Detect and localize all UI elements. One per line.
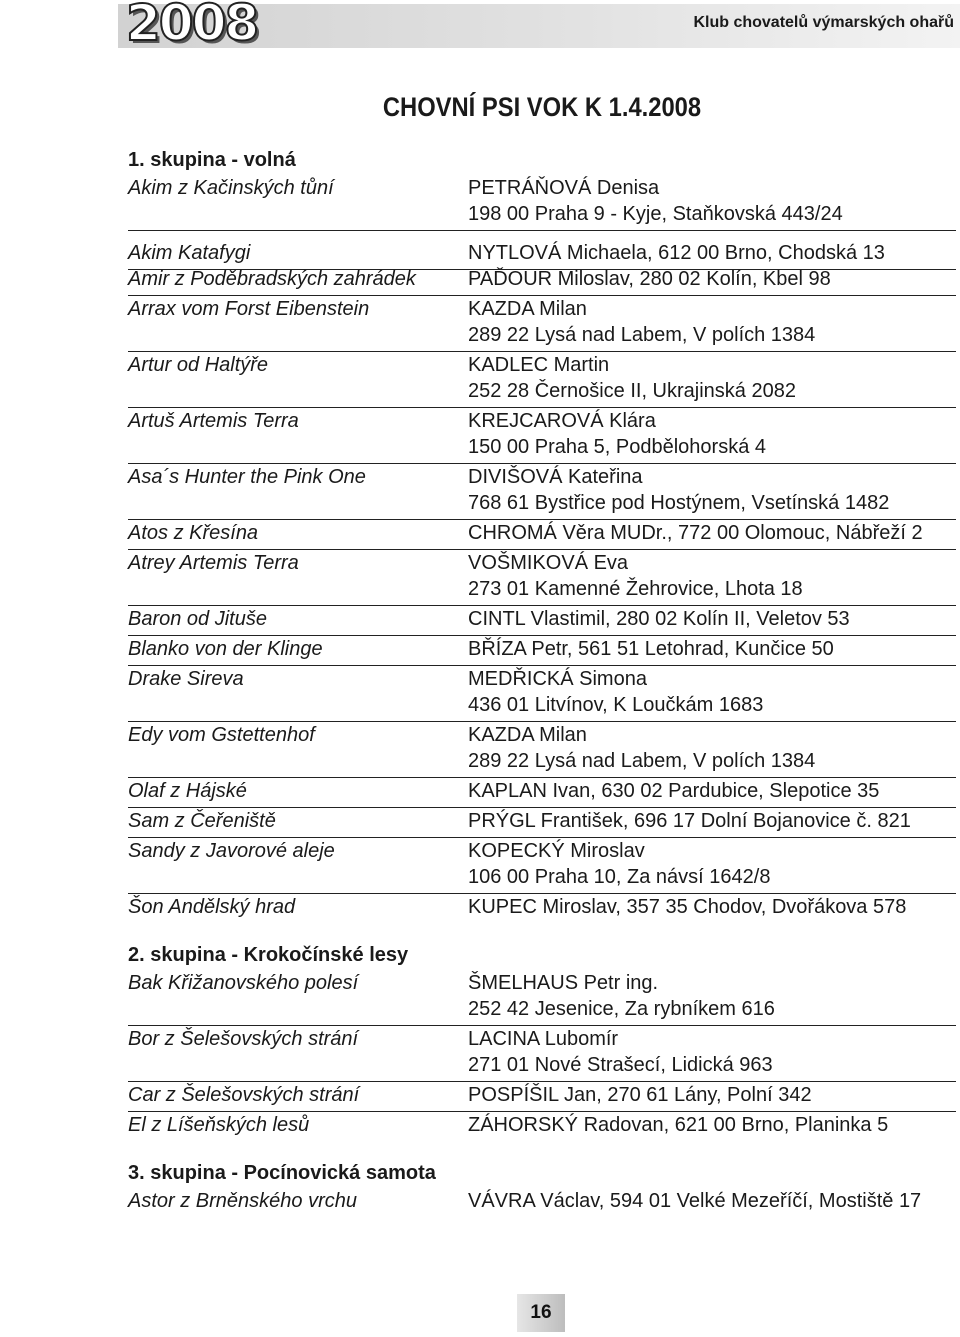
owner-name: ZÁHORSKÝ Radovan, 621 00 Brno, Planinka 5 [468,1114,889,1136]
owner-info [468,408,766,460]
owner-name: LACINA Lubomír [468,1028,619,1050]
owner-address: 768 61 Bystřice pod Hostýnem, Vsetínská 1482 [468,492,890,514]
owner-info [468,894,906,920]
dog-name: Astor z Brněnského vrchu [128,1190,357,1212]
dog-name: Atrey Artemis Terra [128,552,299,574]
owner-name: KAZDA Milan [468,724,587,746]
owner-info [468,1026,773,1078]
owner-name: KAZDA Milan [468,298,587,320]
owner-address: 252 42 Jesenice, Za rybníkem 616 [468,998,775,1020]
owner-name: BŘÍZA Petr, 561 51 Letohrad, Kunčice 50 [468,638,834,660]
dog-entry [128,778,956,808]
dog-name: El z Líšeňských lesů [128,1114,310,1136]
owner-address: 273 01 Kamenné Žehrovice, Lhota 18 [468,578,803,600]
dog-entry [128,1026,956,1082]
owner-info [468,666,763,718]
dog-name: Baron od Jituše [128,608,267,630]
owner-info [468,606,850,632]
dog-entry [128,175,956,231]
owner-info [468,1112,888,1138]
dog-name: Edy vom Gstettenhof [128,724,315,746]
owner-name: PRÝGL František, 696 17 Dolní Bojanovice č. 821 [468,810,911,832]
owner-info [468,970,775,1022]
group-heading: 2. skupina - Krokočínské lesy [128,944,409,966]
owner-info [468,240,885,266]
owner-name: KOPECKÝ Miroslav [468,840,645,862]
dog-name: Arrax vom Forst Eibenstein [128,298,370,320]
owner-info [468,175,843,227]
owner-info [468,838,770,890]
dog-entry [128,636,956,666]
dog-entry [128,666,956,722]
owner-info [468,778,879,804]
owner-info [468,722,815,774]
owner-name: VÁVRA Václav, 594 01 Velké Mezeříčí, Mostiště 17 [468,1190,922,1212]
dog-entry [128,1082,956,1112]
owner-name: KADLEC Martin [468,354,610,376]
dog-entry [128,1112,956,1141]
dog-entry [128,464,956,520]
owner-name: DIVIŠOVÁ Kateřina [468,466,643,488]
owner-info [468,520,923,546]
dog-name: Bak Křižanovského polesí [128,972,359,994]
dog-name: Atos z Křesína [128,522,259,544]
owner-name: KAPLAN Ivan, 630 02 Pardubice, Slepotice 35 [468,780,880,802]
dog-entry [128,722,956,778]
owner-address: 150 00 Praha 5, Podbělohorská 4 [468,436,766,458]
dog-name: Sandy z Javorové aleje [128,840,335,862]
owner-address: 252 28 Černošice II, Ukrajinská 2082 [468,380,796,402]
dog-entry [128,808,956,838]
dog-entry [128,606,956,636]
owner-info [468,464,889,516]
dog-name: Artur od Haltýře [128,354,269,376]
owner-name: VOŠMIKOVÁ Eva [468,552,629,574]
page-number: 16 [530,1302,552,1323]
owner-info [468,352,796,404]
club-name: Klub chovatelů výmarských ohařů [693,14,954,31]
owner-name: CINTL Vlastimil, 280 02 Kolín II, Veletov 53 [468,608,850,630]
dog-entry [128,1188,956,1217]
page-title: CHOVNÍ PSI VOK K 1.4.2008 [382,92,702,122]
dog-entry [128,352,956,408]
owner-info [468,808,911,834]
dog-name: Olaf z Hájské [128,780,247,802]
owner-name: CHROMÁ Věra MUDr., 772 00 Olomouc, Nábřeží 2 [468,522,923,544]
dog-entry [128,520,956,550]
dog-name: Akim Katafygi [128,242,251,264]
year-title: 2008 [126,0,258,52]
owner-name: PAĎOUR Miloslav, 280 02 Kolín, Kbel 98 [468,268,831,290]
dog-name: Drake Sireva [128,668,244,690]
owner-name: NYTLOVÁ Michaela, 612 00 Brno, Chodská 13 [468,242,885,264]
dog-entry [128,408,956,464]
owner-info [468,296,815,348]
owner-info [468,636,834,662]
dog-name: Amir z Poděbradských zahrádek [128,268,416,290]
owner-info [468,1082,812,1108]
owner-name: POSPÍŠIL Jan, 270 61 Lány, Polní 342 [468,1084,812,1106]
dog-name: Bor z Šelešovských strání [128,1028,359,1050]
owner-address: 271 01 Nové Strašecí, Lidická 963 [468,1054,773,1076]
dog-name: Sam z Čeřeniště [128,810,276,832]
owner-address: 289 22 Lysá nad Labem, V polích 1384 [468,750,816,772]
owner-address: 106 00 Praha 10, Za návsí 1642/8 [468,866,771,888]
dog-name: Šon Andělský hrad [128,896,296,918]
dog-entry [128,550,956,606]
owner-address: 198 00 Praha 9 - Kyje, Staňkovská 443/24 [468,203,843,225]
owner-address: 436 01 Litvínov, K Loučkám 1683 [468,694,764,716]
owner-name: PETRÁŇOVÁ Denisa [468,177,660,199]
dog-entry [128,894,956,923]
group-heading: 1. skupina - volná [128,149,296,171]
dog-name: Akim z Kačinských tůní [128,177,334,199]
owner-name: MEDŘICKÁ Simona [468,668,647,690]
dog-name: Asa´s Hunter the Pink One [128,466,366,488]
dog-entry [128,296,956,352]
owner-address: 289 22 Lysá nad Labem, V polích 1384 [468,324,816,346]
owner-name: KREJCAROVÁ Klára [468,410,656,432]
owner-info [468,1188,921,1214]
dog-name: Blanko von der Klinge [128,638,323,660]
dog-name: Artuš Artemis Terra [128,410,299,432]
dog-entry [128,970,956,1026]
dog-entry [128,266,956,296]
owner-info [468,550,803,602]
dog-entry [128,838,956,894]
owner-name: KUPEC Miroslav, 357 35 Chodov, Dvořákova 578 [468,896,907,918]
dog-name: Car z Šelešovských strání [128,1084,360,1106]
owner-info [468,266,831,292]
owner-name: ŠMELHAUS Petr ing. [468,972,659,994]
group-heading: 3. skupina - Pocínovická samota [128,1162,436,1184]
